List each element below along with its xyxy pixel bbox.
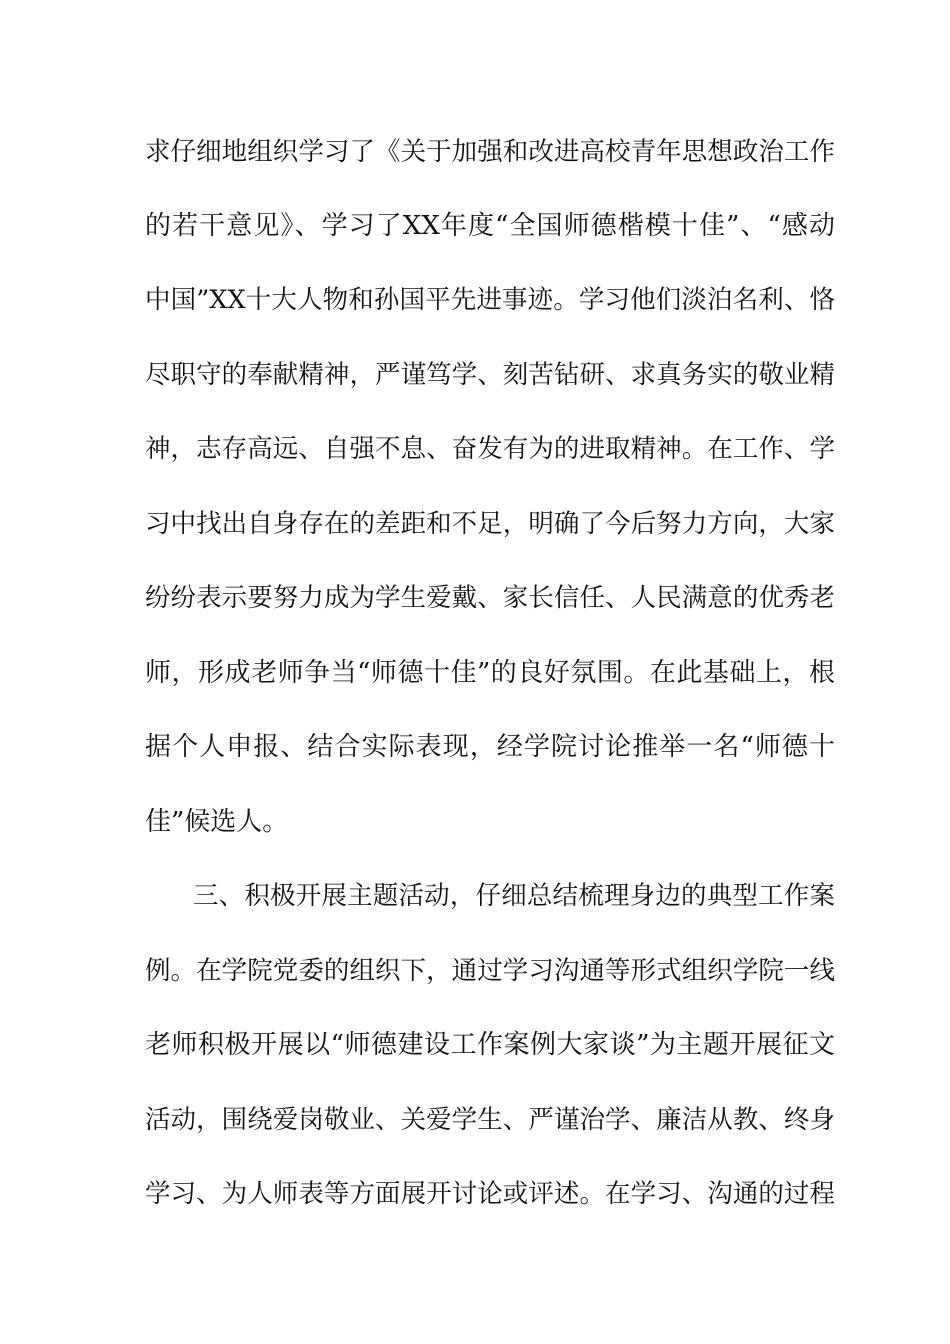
paragraph-line: 神，志存高远、自强不息、奋发有为的进取精神。在工作、学: [145, 434, 835, 464]
paragraph-line: 三、积极开展主题活动，仔细总结梳理身边的典型工作案: [193, 881, 835, 911]
paragraph-line: 求仔细地组织学习了《关于加强和改进高校青年思想政治工作: [145, 137, 835, 167]
paragraph-line: 据个人申报、结合实际表现，经学院讨论推举一名“师德十: [145, 732, 835, 762]
paragraph-line: 的若干意见》、学习了XX年度“全国师德楷模十佳”、“感动: [145, 211, 835, 241]
paragraph-line: 纷纷表示要努力成为学生爱戴、家长信任、人民满意的优秀老: [145, 583, 835, 613]
paragraph-line: 佳”候选人。: [145, 807, 289, 837]
paragraph-line: 师，形成老师争当“师德十佳”的良好氛围。在此基础上，根: [145, 658, 835, 688]
paragraph-line: 活动，围绕爱岗敬业、关爱学生、严谨治学、廉洁从教、终身: [145, 1105, 835, 1135]
paragraph-line: 习中找出自身存在的差距和不足，明确了今后努力方向，大家: [145, 509, 835, 539]
paragraph-line: 例。在学院党委的组织下，通过学习沟通等形式组织学院一线: [145, 956, 835, 986]
paragraph-line: 老师积极开展以“师德建设工作案例大家谈”为主题开展征文: [145, 1030, 835, 1060]
paragraph-line: 学习、为人师表等方面展开讨论或评述。在学习、沟通的过程: [145, 1179, 835, 1209]
paragraph-line: 尽职守的奉献精神，严谨笃学、刻苦钻研、求真务实的敬业精: [145, 360, 835, 390]
paragraph-line: 中国”XX十大人物和孙国平先进事迹。学习他们淡泊名利、恪: [145, 285, 835, 315]
